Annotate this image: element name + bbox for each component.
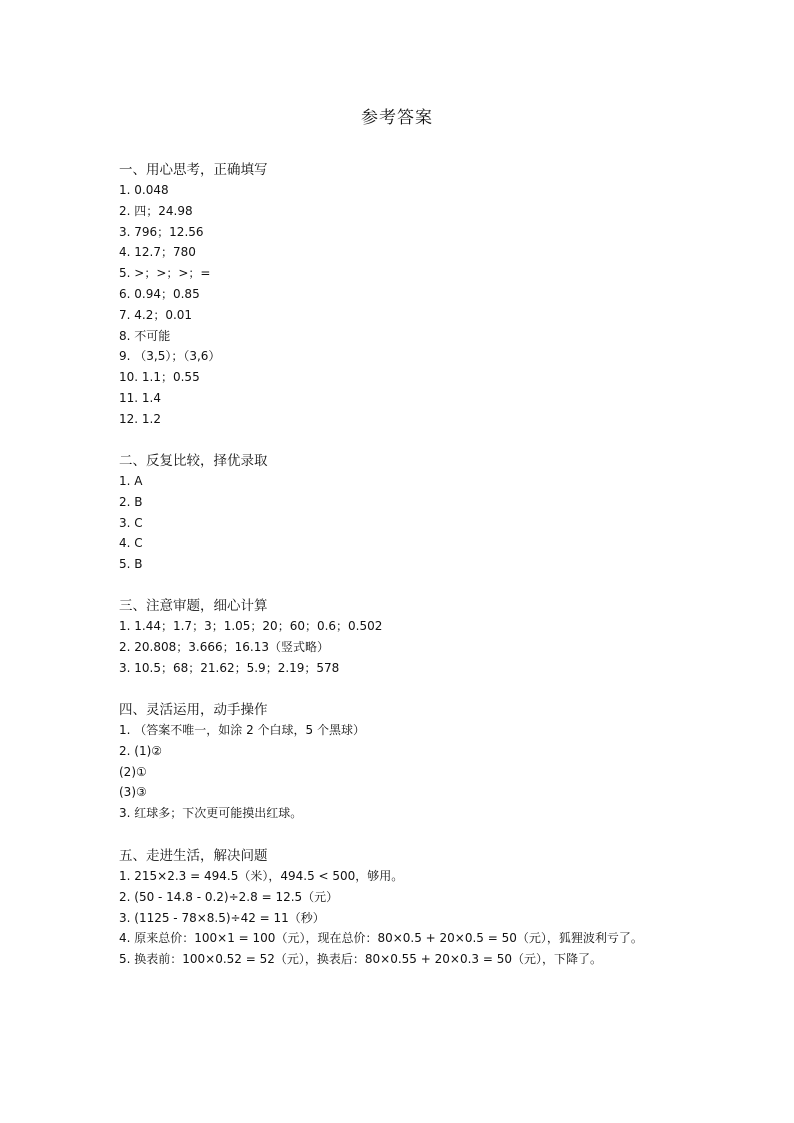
answer-line: 9. （3,5）；（3,6） [119, 349, 221, 364]
answer-line: 11. 1.4 [119, 390, 161, 405]
answer-line: 1. 0.048 [119, 183, 169, 197]
answer-line: 3. 796；12.56 [119, 224, 204, 239]
section-word-problems [119, 846, 719, 970]
answer-line: 5. >；>；>；= [119, 266, 211, 281]
answer-line: (2)① [119, 764, 147, 779]
section-heading: 四、灵活运用，动手操作 [119, 702, 268, 718]
answer-line: 1. （答案不唯一，如涂 2 个白球，5 个黑球） [119, 723, 365, 737]
answer-line: 4. C [119, 536, 143, 551]
section-heading: 三、注意审题，细心计算 [119, 598, 268, 614]
section-hands-on [119, 700, 719, 824]
answer-line: 1. 215×2.3 = 494.5（米），494.5 < 500，够用。 [119, 869, 404, 883]
answer-line: 5. B [119, 557, 143, 572]
section-heading: 二、反复比较，择优录取 [119, 453, 268, 469]
answer-line: 3. 10.5；68；21.62；5.9；2.19；578 [119, 660, 340, 675]
answer-line: 5. 换表前：100×0.52 = 52（元），换表后：80×0.55 + 20×0.3 = 50（元），下降了。 [119, 952, 602, 967]
answer-line: 2. (1)② [119, 743, 163, 758]
section-heading: 五、走进生活，解决问题 [119, 848, 268, 864]
answer-line: 3. (1125 - 78×8.5)÷42 = 11（秒） [119, 910, 325, 925]
answer-line: 4. 原来总价：100×1 = 100（元），现在总价：80×0.5 + 20×0.5 = 50（元），狐狸波利亏了。 [119, 931, 643, 946]
answer-line: (3)③ [119, 785, 147, 800]
answer-line: 4. 12.7；780 [119, 245, 196, 260]
page-title: 参考答案 [361, 108, 433, 128]
answer-line: 2. 四；24.98 [119, 203, 193, 218]
answer-line: 12. 1.2 [119, 411, 161, 426]
section-heading: 一、用心思考，正确填写 [119, 162, 268, 178]
answer-line: 6. 0.94；0.85 [119, 286, 200, 301]
answer-line: 10. 1.1；0.55 [119, 370, 200, 385]
answer-line: 2. (50 - 14.8 - 0.2)÷2.8 = 12.5（元） [119, 889, 339, 904]
answer-line: 3. C [119, 515, 143, 530]
answer-line: 2. 20.808；3.666；16.13（竖式略） [119, 639, 329, 654]
section-fill-in [119, 160, 719, 430]
answer-line: 2. B [119, 494, 143, 509]
answer-line: 1. A [119, 474, 143, 488]
section-multiple-choice [119, 451, 719, 575]
answer-line: 7. 4.2；0.01 [119, 307, 193, 322]
answer-line: 3. 红球多；下次更可能摸出红球。 [119, 806, 303, 821]
section-calculation [119, 596, 719, 678]
answer-line: 8. 不可能 [119, 328, 171, 343]
answer-line: 1. 1.44；1.7；3；1.05；20；60；0.6；0.502 [119, 619, 383, 633]
